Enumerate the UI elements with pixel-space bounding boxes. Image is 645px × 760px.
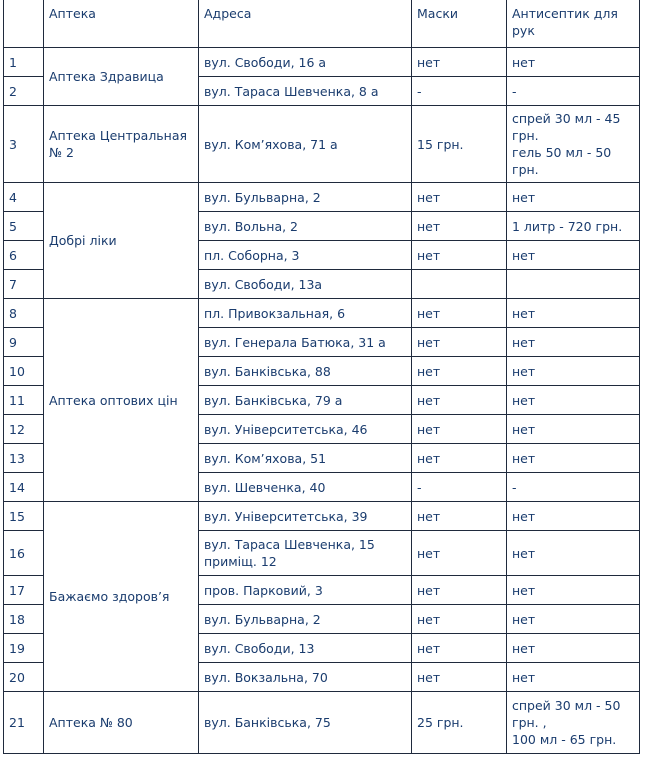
antiseptic-cell [507,48,640,77]
table-row [4,299,640,328]
masks-cell: - [412,473,507,502]
antiseptic-cell [507,328,640,357]
antiseptic-line: нет [512,54,536,70]
address-cell: вул. Бульварна, 2 [199,605,412,634]
address-cell: вул. Бульварна, 2 [199,183,412,212]
row-number: 21 [4,692,44,754]
address-cell: вул. Генерала Батюка, 31 а [199,328,412,357]
masks-cell: нет [412,183,507,212]
antiseptic-line: нет [512,508,536,524]
masks-cell: нет [412,605,507,634]
table-header-row [4,0,640,48]
address-cell: вул. Вольна, 2 [199,212,412,241]
header-pharmacy: Аптека [44,0,199,48]
address-cell: пл. Привокзальная, 6 [199,299,412,328]
antiseptic-line: нет [512,421,536,437]
masks-cell: нет [412,386,507,415]
table-row [4,106,640,183]
masks-cell: нет [412,212,507,241]
row-number: 8 [4,299,44,328]
row-number: 10 [4,357,44,386]
antiseptic-line: нет [512,305,536,321]
masks-cell: 15 грн. [412,106,507,183]
address-cell: вул. Ком’яхова, 71 а [199,106,412,183]
antiseptic-cell [507,663,640,692]
address-cell: вул. Свободи, 13 [199,634,412,663]
antiseptic-line: нет [512,611,536,627]
address-cell: вул. Свободи, 13а [199,270,412,299]
antiseptic-line: 100 мл - 65 грн. [512,732,617,747]
header-num [4,0,44,48]
antiseptic-cell [507,444,640,473]
address-cell: вул. Шевченка, 40 [199,473,412,502]
address-cell: вул. Банківська, 79 а [199,386,412,415]
antiseptic-cell [507,106,640,183]
table-row [4,183,640,212]
antiseptic-cell [507,183,640,212]
row-number: 3 [4,106,44,183]
masks-cell: нет [412,634,507,663]
antiseptic-cell [507,386,640,415]
antiseptic-line: нет [512,363,536,379]
masks-cell: нет [412,576,507,605]
row-number: 18 [4,605,44,634]
address-cell: вул. Тараса Шевченка, 8 а [199,77,412,106]
address-cell: пл. Соборна, 3 [199,241,412,270]
antiseptic-cell [507,415,640,444]
antiseptic-line: нет [512,450,536,466]
antiseptic-cell [507,299,640,328]
antiseptic-line: 1 литр - 720 грн. [512,218,623,234]
antiseptic-line: гель 50 мл - 50 грн. [512,145,612,177]
address-cell: пров. Парковий, 3 [199,576,412,605]
pharmacy-name: Бажаємо здоров’я [44,502,199,692]
pharmacy-name: Аптека оптових цін [44,299,199,502]
address-cell: вул. Університетська, 39 [199,502,412,531]
antiseptic-line: нет [512,189,536,205]
row-number: 19 [4,634,44,663]
row-number: 15 [4,502,44,531]
antiseptic-line: нет [512,334,536,350]
masks-cell: нет [412,663,507,692]
row-number: 2 [4,77,44,106]
antiseptic-cell [507,357,640,386]
masks-cell: нет [412,328,507,357]
masks-cell: 25 грн. [412,692,507,754]
antiseptic-line: нет [512,640,536,656]
antiseptic-line: - [512,479,517,495]
antiseptic-cell [507,270,640,299]
table-body [4,48,640,754]
header-antiseptic: Антисептик для рук [507,0,640,48]
antiseptic-cell [507,531,640,576]
antiseptic-line: спрей 30 мл - 50 грн. , [512,698,621,730]
row-number: 13 [4,444,44,473]
antiseptic-line: нет [512,669,536,685]
row-number: 6 [4,241,44,270]
masks-cell: нет [412,241,507,270]
masks-cell: нет [412,444,507,473]
masks-cell: нет [412,48,507,77]
pharmacy-name: Аптека Здравица [44,48,199,106]
row-number: 4 [4,183,44,212]
antiseptic-cell [507,634,640,663]
pharmacy-name: Аптека № 80 [44,692,199,754]
row-number: 12 [4,415,44,444]
row-number: 16 [4,531,44,576]
address-cell: вул. Вокзальна, 70 [199,663,412,692]
antiseptic-cell [507,77,640,106]
antiseptic-cell [507,212,640,241]
antiseptic-cell [507,502,640,531]
antiseptic-cell [507,605,640,634]
row-number: 7 [4,270,44,299]
antiseptic-line: - [512,83,517,99]
row-number: 20 [4,663,44,692]
header-address: Адреса [199,0,412,48]
table-row [4,48,640,77]
masks-cell [412,270,507,299]
antiseptic-cell [507,473,640,502]
header-masks: Маски [412,0,507,48]
antiseptic-line: нет [512,545,536,561]
table-row [4,692,640,754]
address-cell: вул. Тараса Шевченка, 15 приміщ. 12 [199,531,412,576]
masks-cell: нет [412,502,507,531]
masks-cell: - [412,77,507,106]
antiseptic-cell [507,576,640,605]
antiseptic-cell [507,692,640,754]
antiseptic-cell [507,241,640,270]
row-number: 1 [4,48,44,77]
antiseptic-line: нет [512,392,536,408]
pharmacy-name: Добрі ліки [44,183,199,299]
antiseptic-line: спрей 30 мл - 45 грн. [512,111,621,143]
address-cell: вул. Свободи, 16 а [199,48,412,77]
row-number: 11 [4,386,44,415]
table-row [4,502,640,531]
masks-cell: нет [412,531,507,576]
row-number: 14 [4,473,44,502]
row-number: 17 [4,576,44,605]
masks-cell: нет [412,357,507,386]
address-cell: вул. Університетська, 46 [199,415,412,444]
row-number: 5 [4,212,44,241]
antiseptic-line: нет [512,247,536,263]
antiseptic-line: нет [512,582,536,598]
address-cell: вул. Банківська, 75 [199,692,412,754]
address-cell: вул. Ком’яхова, 51 [199,444,412,473]
row-number: 9 [4,328,44,357]
masks-cell: нет [412,299,507,328]
masks-cell: нет [412,415,507,444]
address-cell: вул. Банківська, 88 [199,357,412,386]
pharmacy-table [3,0,640,754]
pharmacy-name: Аптека Центральная № 2 [44,106,199,183]
